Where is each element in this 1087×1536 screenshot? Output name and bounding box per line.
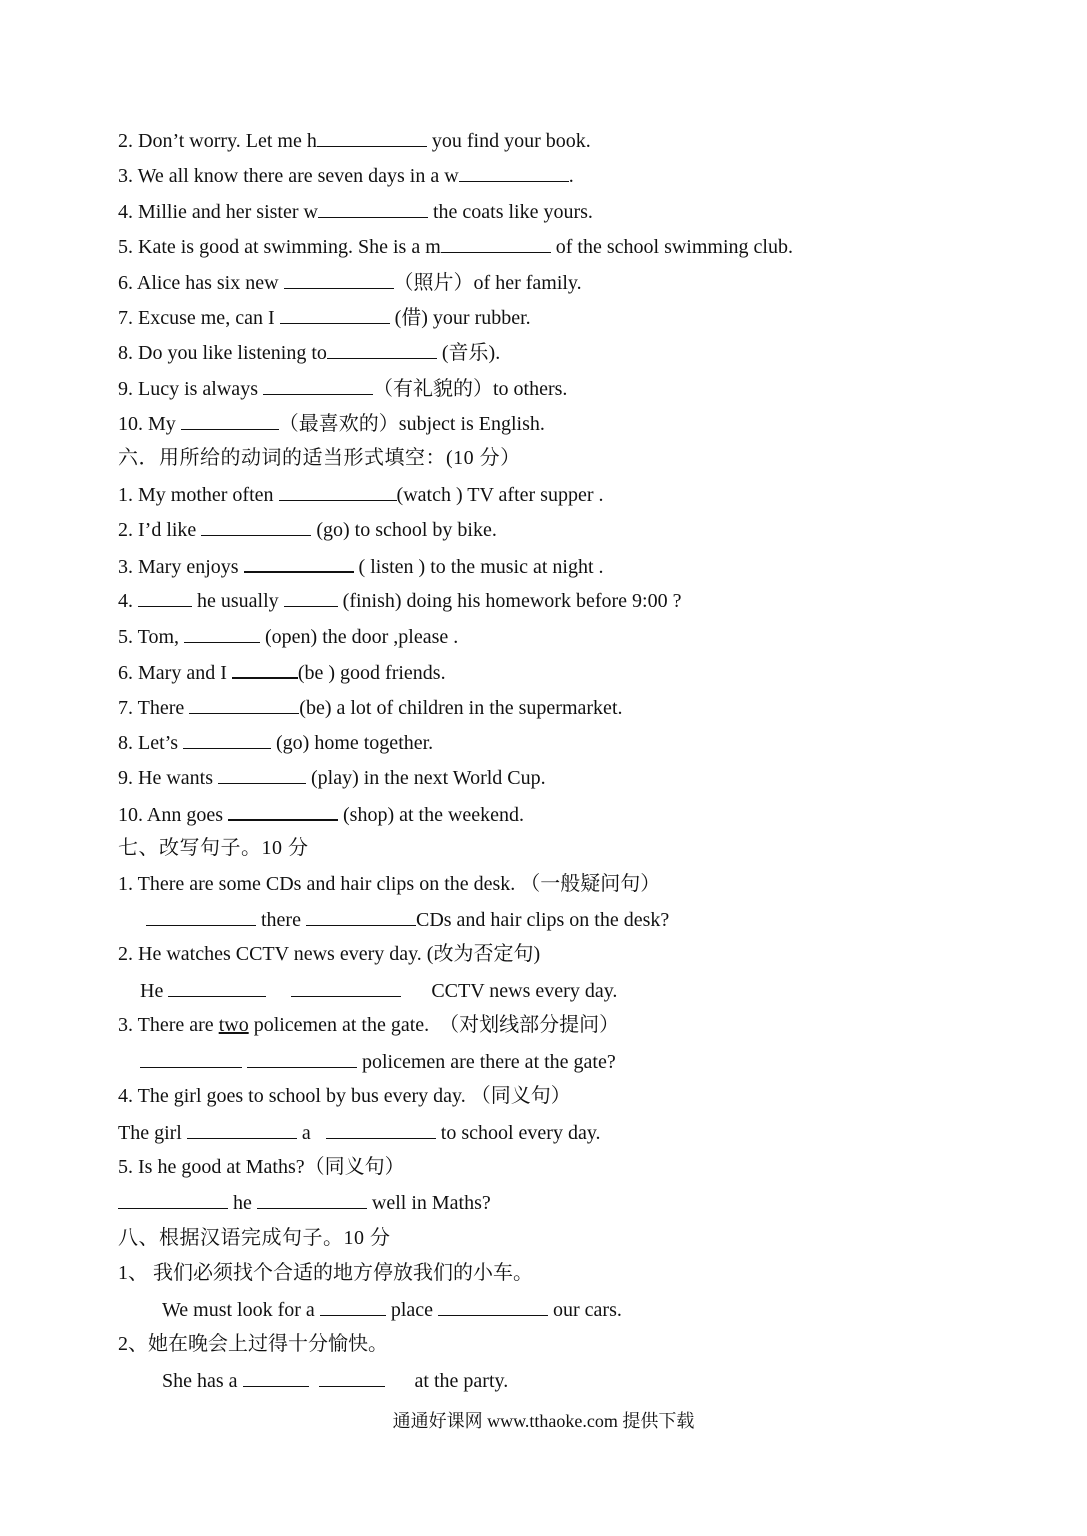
page-footer: 通通好课网 www.tthaoke.com 提供下载 (392, 1411, 695, 1431)
p6-q1: 1. My mother often (watch ) TV after supper . (118, 484, 604, 506)
p5-q9: 9. Lucy is always （有礼貌的）to others. (118, 378, 568, 400)
answer-blank[interactable] (118, 1190, 228, 1209)
p7-q2: 2. He watches CCTV news every day. (改为否定句) (118, 943, 541, 965)
p7-a2: He CCTV news every day. (140, 980, 618, 1002)
answer-blank[interactable] (318, 199, 428, 218)
answer-blank[interactable] (189, 695, 299, 714)
answer-blank[interactable] (218, 765, 306, 784)
answer-blank[interactable] (140, 1049, 242, 1068)
answer-blank[interactable] (168, 978, 266, 997)
p7-q1: 1. There are some CDs and hair clips on the desk. （一般疑问句） (118, 873, 661, 895)
answer-blank[interactable] (232, 659, 298, 679)
section-8-title: 八、根据汉语完成句子。10 分 (118, 1227, 391, 1249)
p6-q9: 9. He wants (play) in the next World Cup. (118, 767, 546, 789)
p6-q2: 2. I’d like (go) to school by bike. (118, 519, 497, 541)
answer-blank[interactable] (243, 1368, 309, 1387)
answer-blank[interactable] (291, 978, 401, 997)
answer-blank[interactable] (263, 376, 373, 395)
p8-q1: 1、 我们必须找个合适的地方停放我们的小车。 (118, 1262, 533, 1284)
section-7-title: 七、改写句子。10 分 (118, 837, 309, 859)
p7-a5: he well in Maths? (118, 1190, 491, 1215)
answer-blank[interactable] (138, 588, 192, 607)
p5-q3: 3. We all know there are seven days in a w . (118, 165, 574, 187)
p7-a3: policemen are there at the gate? (140, 1049, 616, 1074)
p7-q5: 5. Is he good at Maths?（同义句） (118, 1156, 405, 1178)
answer-blank[interactable] (184, 624, 260, 643)
answer-blank[interactable] (187, 1120, 297, 1139)
p7-q4: 4. The girl goes to school by bus every day. （同义句） (118, 1085, 571, 1107)
p6-q10: 10. Ann goes (shop) at the weekend. (118, 801, 524, 827)
answer-blank[interactable] (317, 128, 427, 147)
section-6-title: 六．用所给的动词的适当形式填空：(10 分） (118, 447, 521, 469)
answer-blank[interactable] (247, 1049, 357, 1068)
answer-blank[interactable] (146, 907, 256, 926)
p6-q8: 8. Let’s (go) home together. (118, 732, 434, 754)
answer-blank[interactable] (257, 1190, 367, 1209)
answer-blank[interactable] (280, 305, 390, 324)
p6-q3: 3. Mary enjoys ( listen ) to the music at night . (118, 553, 604, 579)
answer-blank[interactable] (228, 801, 338, 821)
p5-q6: 6. Alice has six new （照片）of her family. (118, 272, 582, 294)
p5-q4: 4. Millie and her sister w the coats like yours. (118, 201, 593, 223)
answer-blank[interactable] (320, 1297, 386, 1316)
p8-a1: We must look for a place our cars. (162, 1299, 622, 1321)
answer-blank[interactable] (181, 411, 279, 430)
p7-a1: there CDs and hair clips on the desk? (146, 907, 669, 932)
p6-q6: 6. Mary and I (be ) good friends. (118, 659, 446, 685)
answer-blank[interactable] (284, 588, 338, 607)
p5-q8: 8. Do you like listening to (音乐). (118, 342, 501, 364)
p7-q3: 3. There are two policemen at the gate. （对划线部分提问） (118, 1014, 620, 1036)
answer-blank[interactable] (319, 1368, 385, 1387)
answer-blank[interactable] (459, 163, 569, 182)
p6-q5: 5. Tom, (open) the door ,please . (118, 626, 459, 648)
p5-q7: 7. Excuse me, can I (借) your rubber. (118, 307, 531, 329)
answer-blank[interactable] (201, 517, 311, 536)
answer-blank[interactable] (441, 234, 551, 253)
answer-blank[interactable] (306, 907, 416, 926)
answer-blank[interactable] (279, 482, 397, 501)
p5-q2: 2. Don’t worry. Let me h you find your book. (118, 130, 591, 152)
answer-blank[interactable] (438, 1297, 548, 1316)
p5-q10: 10. My （最喜欢的）subject is English. (118, 413, 545, 435)
answer-blank[interactable] (326, 1120, 436, 1139)
answer-blank[interactable] (183, 730, 271, 749)
answer-blank[interactable] (284, 270, 394, 289)
answer-blank[interactable] (327, 340, 437, 359)
p6-q7: 7. There (be) a lot of children in the supermarket. (118, 697, 623, 719)
p7-a4: The girl a to school every day. (118, 1122, 601, 1144)
p6-q4: 4. he usually (finish) doing his homework before 9:00 ? (118, 590, 682, 612)
p8-q2: 2、她在晚会上过得十分愉快。 (118, 1333, 388, 1355)
p5-q5: 5. Kate is good at swimming. She is a m of the school swimming club. (118, 236, 793, 258)
p8-a2: She has a at the party. (162, 1370, 509, 1392)
answer-blank[interactable] (244, 553, 354, 573)
